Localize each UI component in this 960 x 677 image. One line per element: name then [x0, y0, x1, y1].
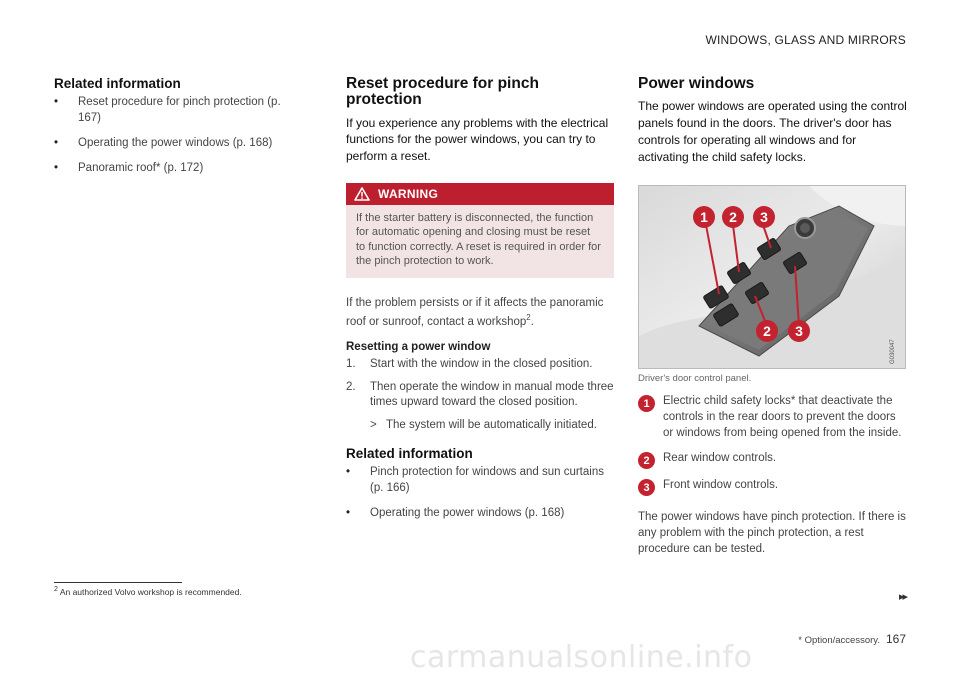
door-panel-illustration	[639, 186, 906, 369]
footnote	[54, 586, 242, 597]
warning-label: WARNING	[378, 186, 439, 201]
persist-text: If the problem persists or if it affects the panoramic roof or sunroof, contact a workshop	[346, 297, 604, 328]
figure-code: G030047	[890, 339, 896, 365]
power-windows-outro: The power windows have pinch protection. If there is any problem with the pinch protection, a rest procedure can be tested.	[638, 511, 906, 555]
related-link-pinch-protection[interactable]: • Pinch protection for windows and sun curtains (p. 166)	[346, 465, 614, 497]
option-note: * Option/accessory.	[798, 635, 880, 646]
figure-caption: Driver's door control panel.	[638, 373, 752, 385]
reset-intro: If you experience any problems with the electrical functions for the power windows, you can try to perform a reset.	[346, 115, 609, 164]
legend-badge: 2	[638, 452, 655, 469]
footnote-text: An authorized Volvo workshop is recommended.	[59, 586, 242, 597]
related-info-heading: Related information	[54, 76, 181, 91]
related-link-operating-windows-2[interactable]: • Operating the power windows (p. 168)	[346, 506, 614, 522]
warning-text: If the starter battery is disconnected, the function for automatic opening and closing must be reset to function correctly. A reset is required in order for the pinch protection to work.	[356, 211, 601, 267]
legend-item	[638, 451, 908, 469]
result-text: The system will be automatically initiated.	[386, 419, 597, 432]
callout-1: 1	[700, 209, 708, 226]
page-number: 167	[885, 632, 906, 646]
step-text: Start with the window in the closed position.	[370, 357, 593, 370]
callout-2: 2	[729, 209, 737, 226]
callout-3: 3	[760, 209, 768, 226]
footnote-divider	[54, 582, 182, 583]
related-info-column	[54, 76, 294, 185]
legend-text: Rear window controls.	[663, 452, 777, 465]
reset-steps	[346, 357, 614, 412]
legend-item	[638, 394, 908, 442]
step-item	[346, 357, 614, 373]
callout-3-lower: 3	[795, 323, 803, 340]
related-info-list	[54, 95, 294, 176]
legend-badge: 1	[638, 395, 655, 412]
page-footer	[798, 632, 906, 646]
callout-2-lower: 2	[763, 323, 771, 340]
footnote-number: 2	[54, 586, 58, 593]
related-info-list-2	[346, 465, 614, 522]
step-number: 2.	[346, 380, 356, 393]
reset-procedure-column	[346, 76, 614, 531]
legend-text: Electric child safety locks* that deactivate the controls in the rear doors to prevent the doors or windows from being opened from the inside.	[663, 395, 902, 440]
step-item	[346, 380, 614, 412]
persist-end: .	[530, 315, 534, 328]
related-link-panoramic-roof[interactable]: • Panoramic roof* (p. 172)	[54, 161, 294, 177]
legend-text: Front window controls.	[663, 479, 779, 492]
watermark: carmanualsonline.info	[410, 640, 753, 675]
warning-box	[346, 183, 614, 278]
warning-header	[346, 183, 614, 205]
related-link-pinch-reset[interactable]: • Reset procedure for pinch protection (p. 167)	[54, 95, 294, 127]
legend-item	[638, 478, 908, 496]
step-number: 1.	[346, 357, 356, 370]
persist-paragraph	[346, 296, 614, 331]
result-marker: >	[370, 419, 377, 432]
next-page-arrows-icon[interactable]: ▸▸	[898, 591, 906, 603]
power-windows-column	[638, 76, 908, 558]
related-link-operating-windows[interactable]: • Operating the power windows (p. 168)	[54, 136, 294, 152]
footnote-ref[interactable]: 2	[526, 312, 531, 322]
related-info-heading-2: Related information	[346, 446, 473, 462]
section-header: WINDOWS, GLASS AND MIRRORS	[705, 33, 906, 47]
door-control-panel-figure	[638, 185, 906, 369]
warning-triangle-icon	[354, 187, 370, 201]
reset-subheading: Resetting a power window	[346, 340, 491, 353]
power-windows-title: Power windows	[638, 75, 755, 92]
reset-procedure-title: Reset procedure for pinch protection	[346, 75, 539, 109]
legend-badge: 3	[638, 479, 655, 496]
step-text: Then operate the window in manual mode three times upward toward the closed position.	[370, 380, 614, 409]
power-windows-intro: The power windows are operated using the control panels found in the doors. The driver's door has controls for operating all windows and for activating the child safety locks.	[638, 99, 907, 164]
step-result	[346, 418, 614, 434]
